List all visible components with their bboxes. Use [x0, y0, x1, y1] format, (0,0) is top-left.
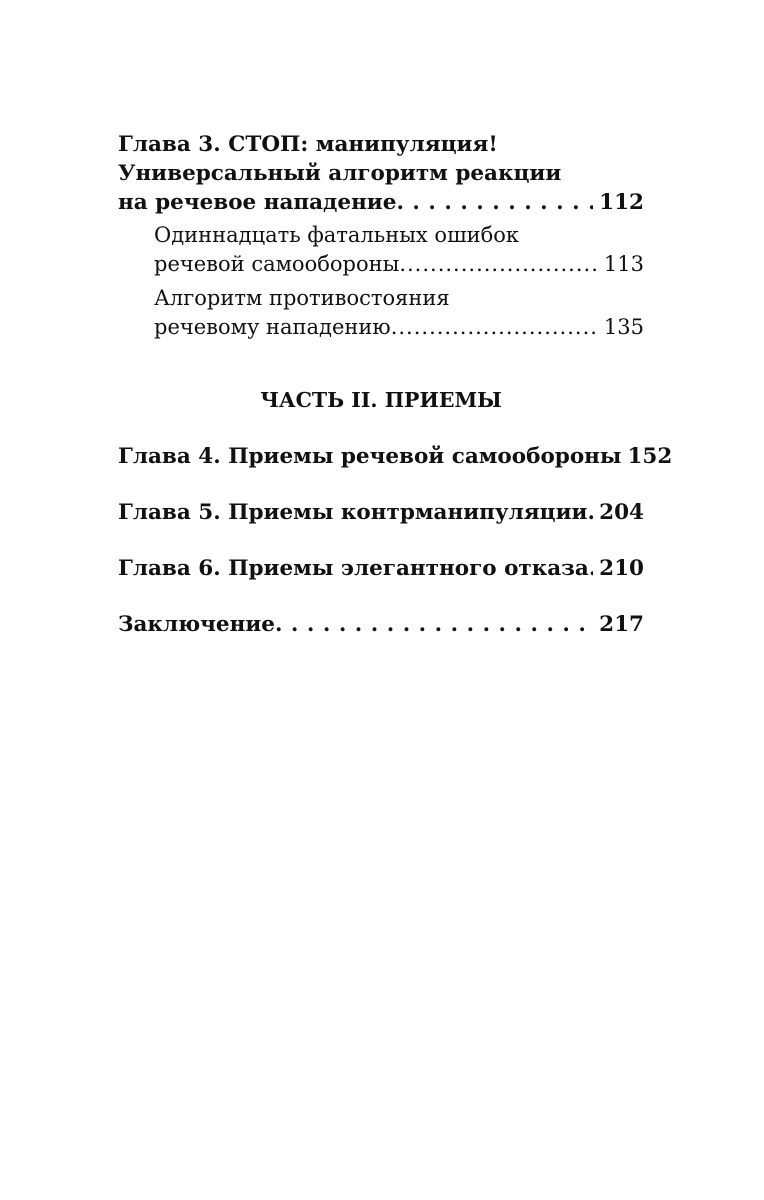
- part-2-heading: ЧАСТЬ II. ПРИЕМЫ: [260, 388, 502, 412]
- toc-entry-section-2: [118, 284, 644, 342]
- section-1-page-number: 113: [603, 252, 644, 276]
- section-2-title-line-2-text: речевому нападению: [154, 315, 391, 339]
- dot-leader: [399, 250, 598, 279]
- chapter-6-page-number: 210: [599, 556, 644, 581]
- table-of-contents: [118, 130, 673, 639]
- chapter-3-title-line-3-text: на речевое нападение: [118, 190, 397, 215]
- conclusion-page-number: 217: [599, 612, 644, 637]
- chapter-3-title-line-2: Универсальный алгоритм реакции: [118, 161, 562, 186]
- toc-entry-chapter-5: [118, 498, 644, 527]
- section-2-title-line-2: [118, 313, 644, 342]
- conclusion-title: Заключение: [118, 612, 275, 637]
- chapter-6-title: Глава 6. Приемы элегантного отказа: [118, 556, 589, 581]
- section-2-title-line-1: Алгоритм противостояния: [154, 286, 450, 310]
- section-1-title-line-1: Одиннадцать фатальных ошибок: [154, 223, 520, 247]
- chapter-3-title-line-1: Глава 3. СТОП: манипуляция!: [118, 132, 498, 157]
- chapter-3-page-number: 112: [599, 190, 644, 215]
- section-1-title-line-2: [118, 250, 644, 279]
- toc-entry-section-1: [118, 221, 644, 279]
- section-1-title-line-2-text: речевой самообороны: [154, 252, 400, 276]
- chapter-4-page-number: 152: [627, 444, 673, 469]
- toc-entry-conclusion: [118, 610, 644, 639]
- toc-entry-chapter-4: [118, 442, 673, 471]
- chapter-5-title: Глава 5. Приемы контрманипуляции: [118, 500, 588, 525]
- chapter-5-page-number: 204: [599, 500, 644, 525]
- toc-entry-chapter-6: [118, 554, 644, 583]
- chapter-3-title-line-3: [118, 188, 644, 217]
- toc-entry-chapter-3: [118, 130, 644, 217]
- dot-leader: [396, 188, 593, 217]
- dot-leader: [275, 610, 593, 639]
- section-2-page-number: 135: [603, 315, 644, 339]
- chapter-4-title: Глава 4. Приемы речевой самообороны: [118, 444, 622, 469]
- dot-leader: [391, 313, 598, 342]
